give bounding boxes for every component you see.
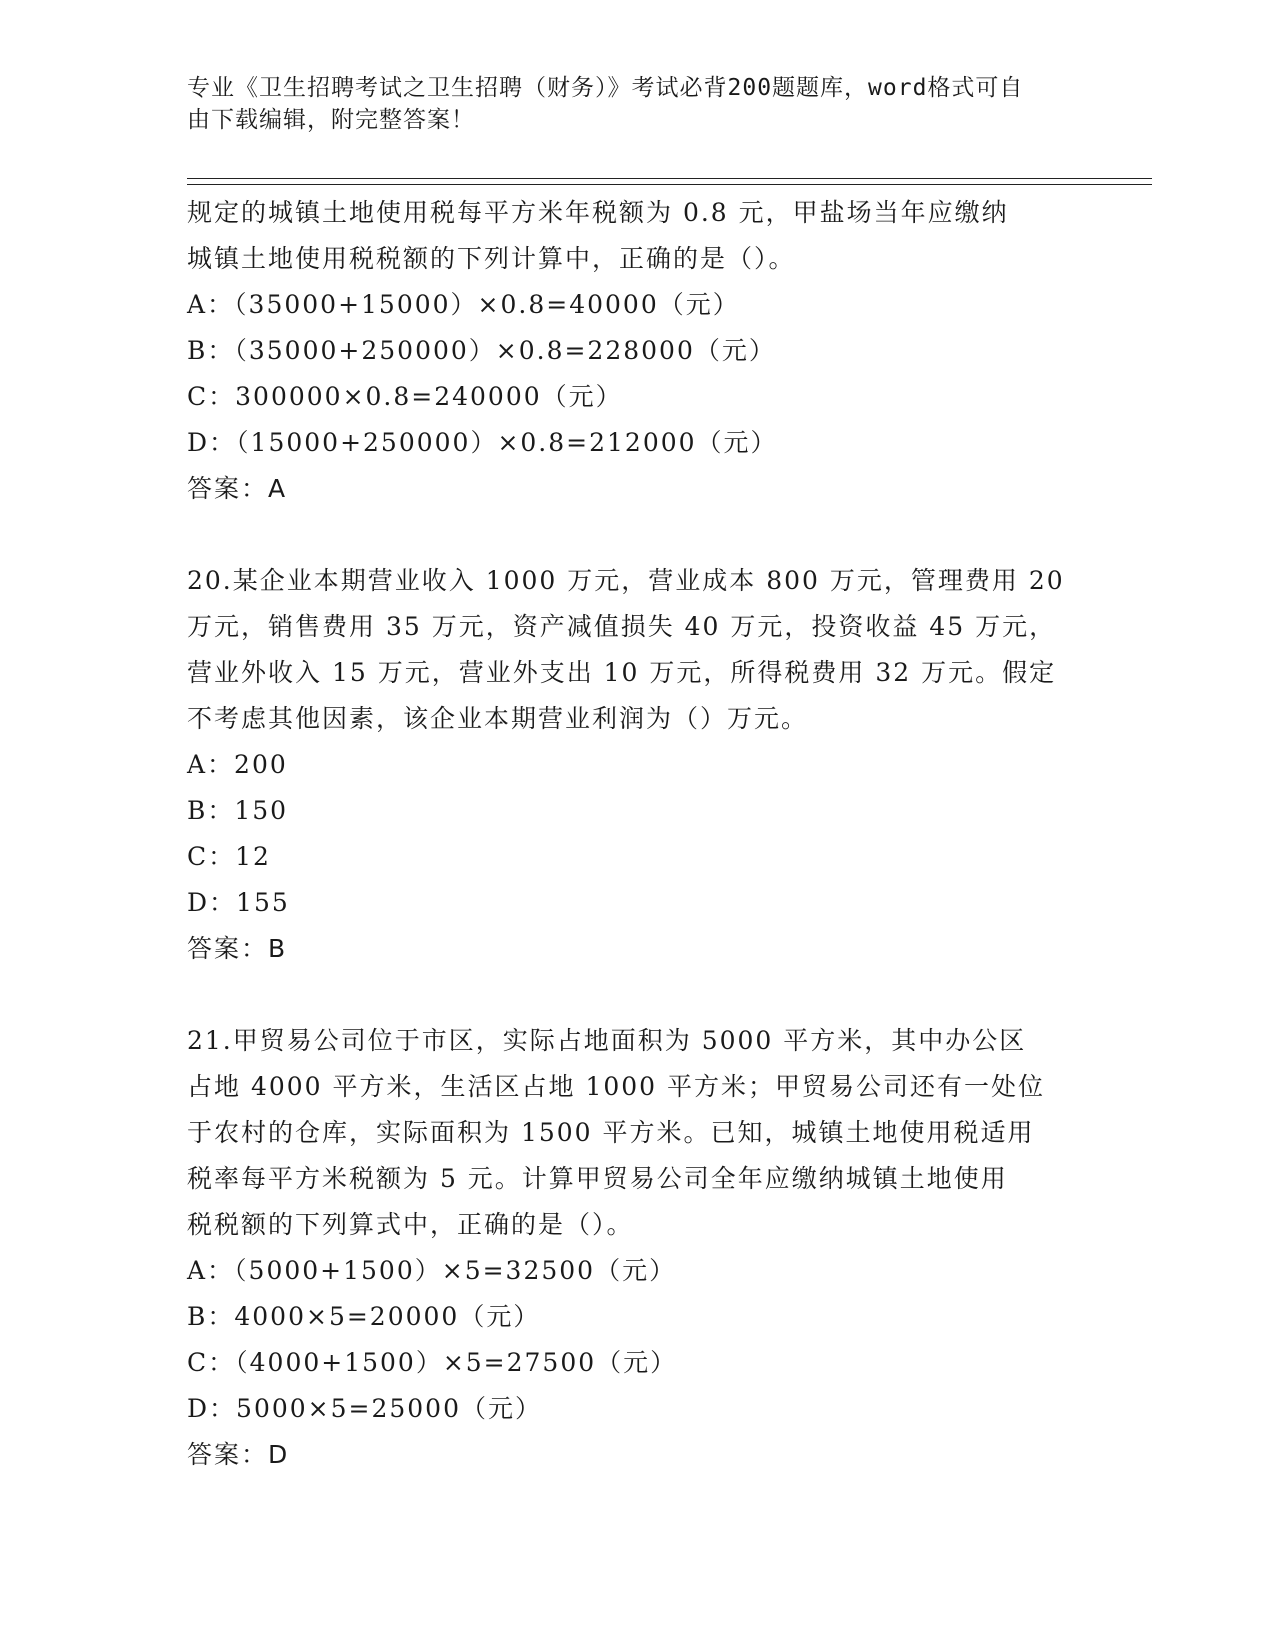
- answer-label: 答案：A: [187, 474, 288, 503]
- document-body: [187, 190, 1087, 1478]
- question-text-line: 税率每平方米税额为 5 元。计算甲贸易公司全年应缴纳城镇土地使用: [187, 1164, 1008, 1193]
- question-21: [187, 1018, 1087, 1478]
- question-spacer: [187, 512, 1087, 558]
- option-c: C：300000×0.8=240000（元）: [187, 382, 623, 411]
- option-b: B：（35000+250000）×0.8=228000（元）: [187, 336, 776, 365]
- answer-label: 答案：D: [187, 1440, 290, 1469]
- question-text-line: 20.某企业本期营业收入 1000 万元，营业成本 800 万元，管理费用 20: [187, 566, 1065, 595]
- option-a: A：（35000+15000）×0.8=40000（元）: [187, 290, 740, 319]
- header-line-2: 由下载编辑，附完整答案！: [187, 107, 475, 133]
- option-c: C：（4000+1500）×5=27500（元）: [187, 1348, 678, 1377]
- question-text-line: 营业外收入 15 万元，营业外支出 10 万元，所得税费用 32 万元。假定: [187, 658, 1057, 687]
- question-text-line: 万元，销售费用 35 万元，资产减值损失 40 万元，投资收益 45 万元，: [187, 612, 1057, 641]
- document-header: [187, 72, 1067, 136]
- option-d: D：5000×5=25000（元）: [187, 1394, 542, 1423]
- option-d: D：155: [187, 888, 290, 917]
- question-text-line: 城镇土地使用税税额的下列计算中，正确的是（）。: [187, 244, 796, 273]
- option-d: D：（15000+250000）×0.8=212000（元）: [187, 428, 778, 457]
- question-text-line: 规定的城镇土地使用税每平方米年税额为 0.8 元，甲盐场当年应缴纳: [187, 198, 1009, 227]
- question-spacer: [187, 972, 1087, 1018]
- answer-label: 答案：B: [187, 934, 288, 963]
- header-line-1: 专业《卫生招聘考试之卫生招聘（财务）》考试必背200题题库，word格式可自: [187, 75, 1024, 101]
- question-text-line: 21.甲贸易公司位于市区，实际占地面积为 5000 平方米，其中办公区: [187, 1026, 1027, 1055]
- question-text-line: 税税额的下列算式中，正确的是（）。: [187, 1210, 634, 1239]
- option-b: B：150: [187, 796, 289, 825]
- option-c: C：12: [187, 842, 271, 871]
- header-divider-bottom: [187, 184, 1152, 185]
- question-text-line: 占地 4000 平方米，生活区占地 1000 平方米；甲贸易公司还有一处位: [187, 1072, 1046, 1101]
- question-text-line: 于农村的仓库，实际面积为 1500 平方米。已知，城镇土地使用税适用: [187, 1118, 1035, 1147]
- header-divider-top: [187, 178, 1152, 179]
- option-a: A：200: [187, 750, 288, 779]
- option-a: A：（5000+1500）×5=32500（元）: [187, 1256, 677, 1285]
- option-b: B：4000×5=20000（元）: [187, 1302, 541, 1331]
- question-text-line: 不考虑其他因素，该企业本期营业利润为（）万元。: [187, 704, 809, 733]
- question-20: [187, 558, 1087, 972]
- question-19: [187, 190, 1087, 512]
